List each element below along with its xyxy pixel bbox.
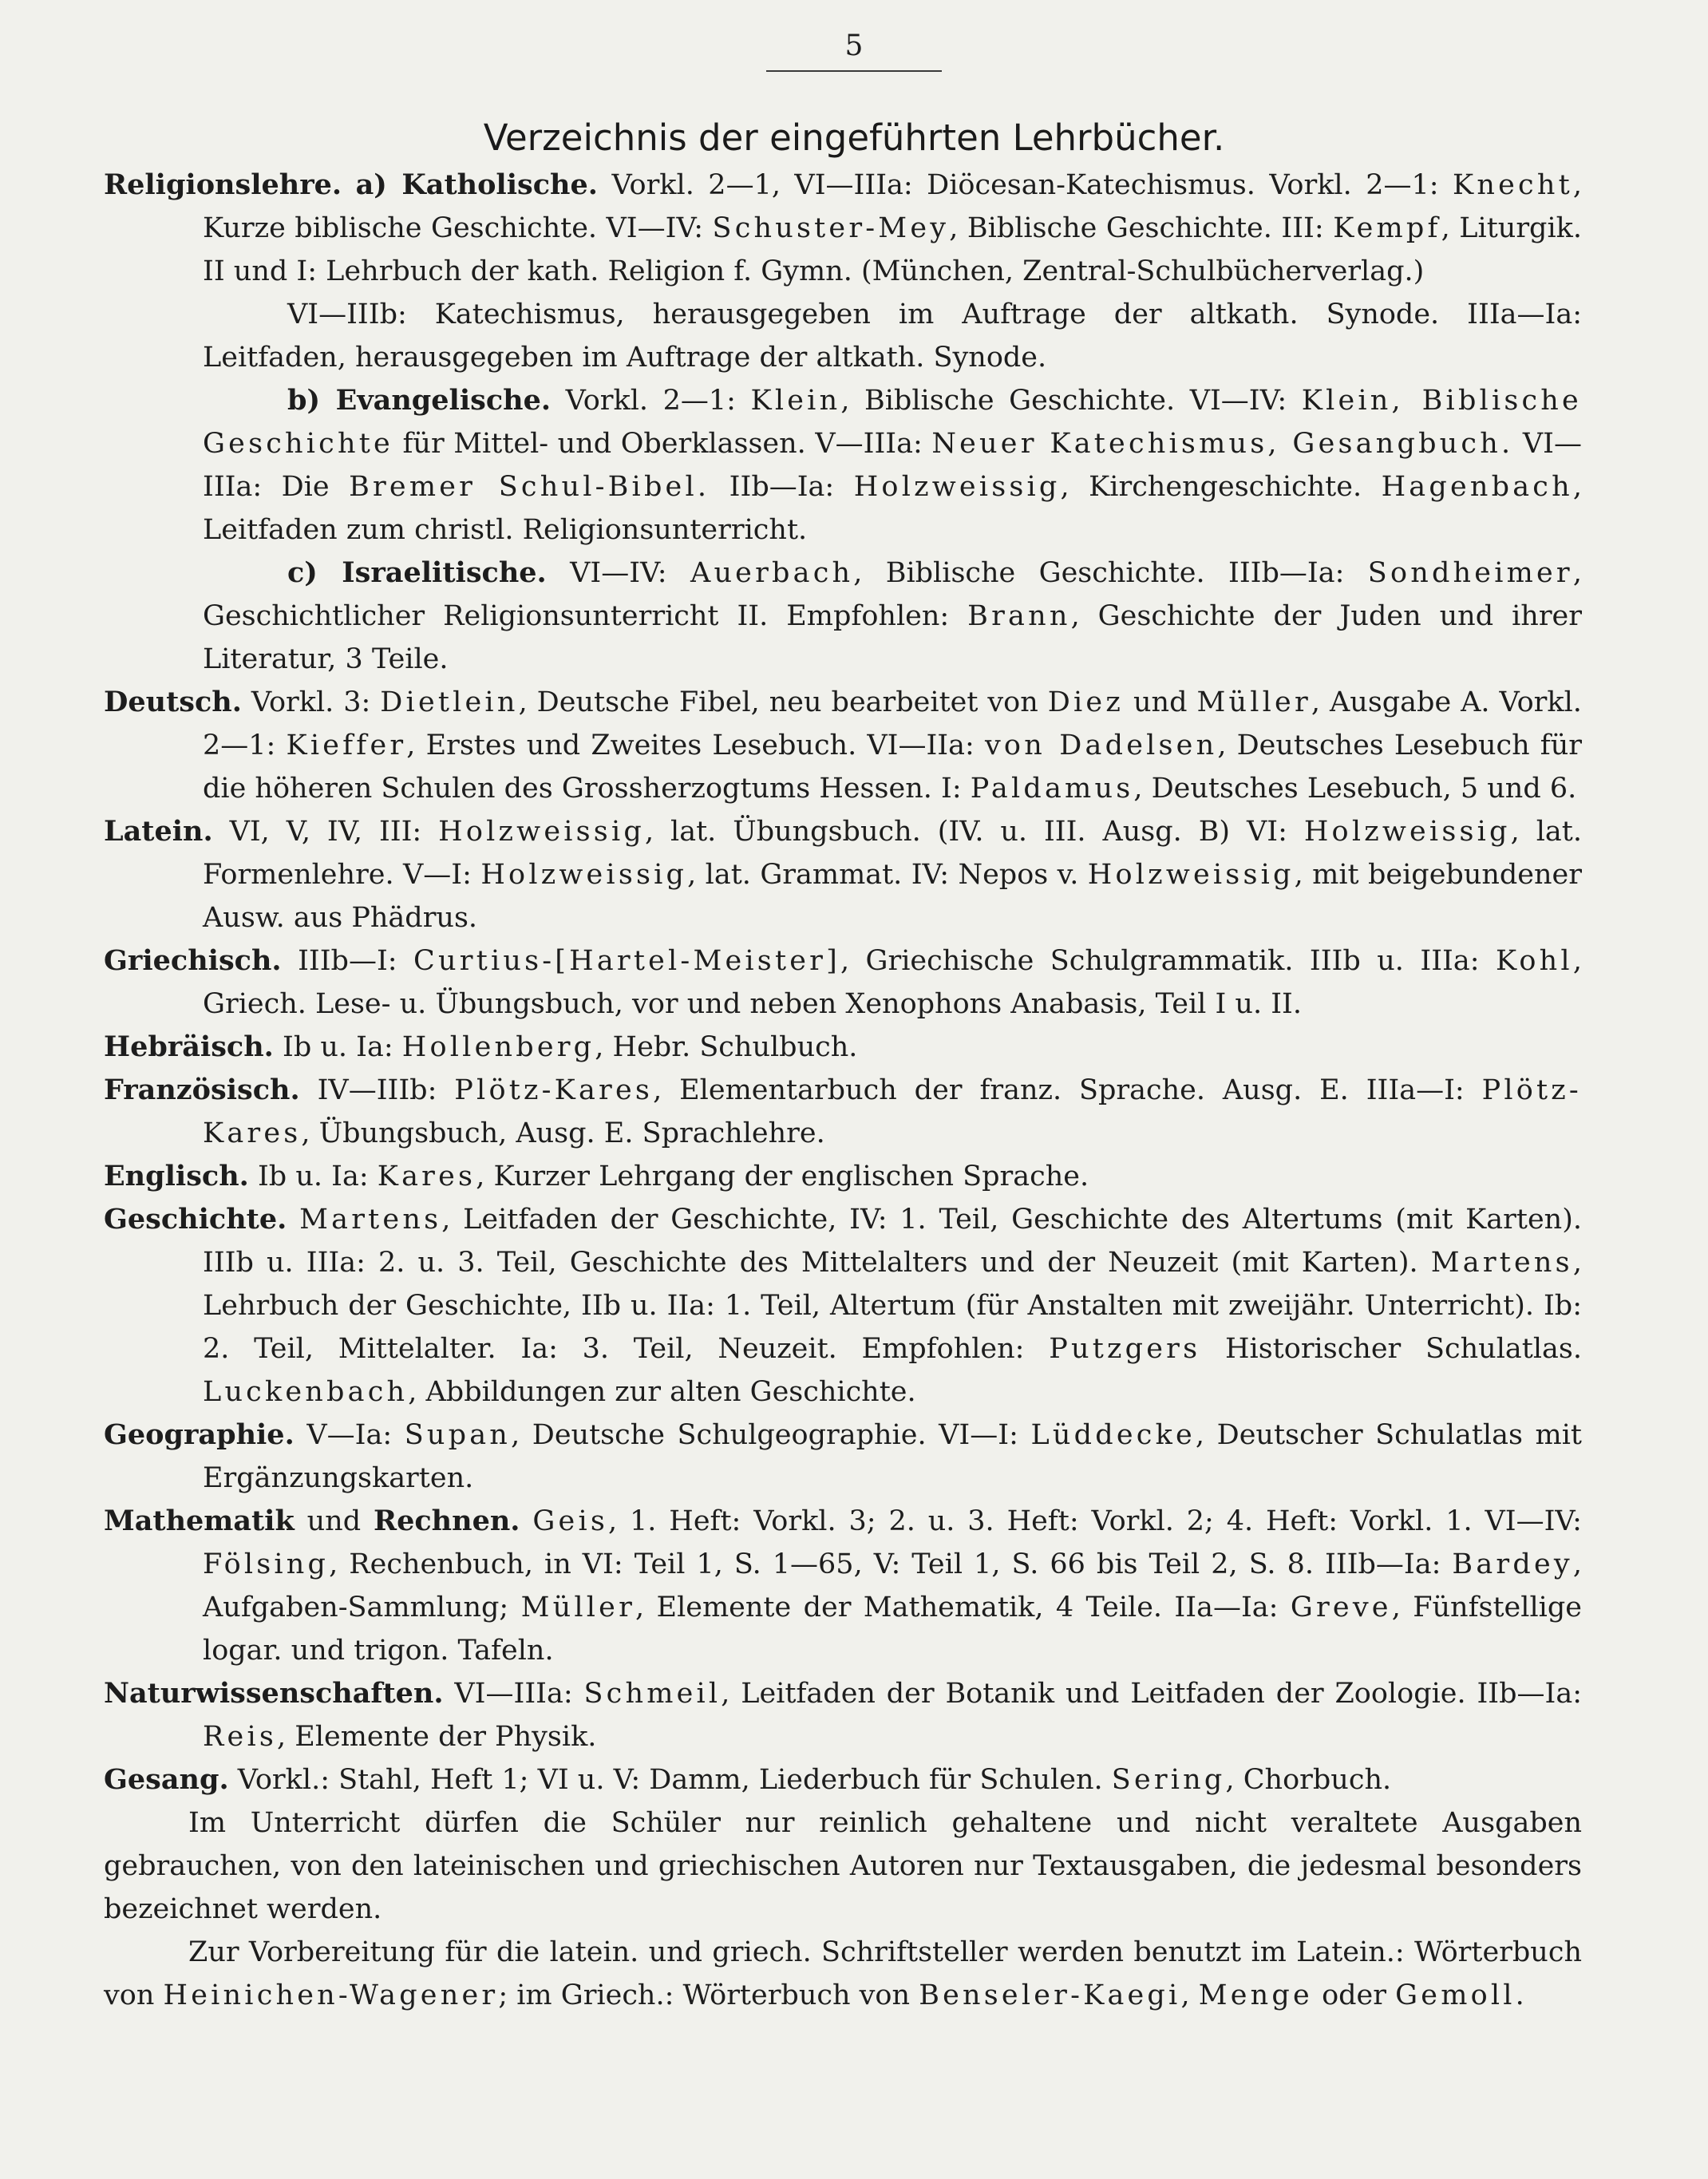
author-holzweissig: Holzweissig bbox=[480, 859, 688, 891]
page-title: Verzeichnis der eingeführten Lehrbücher. bbox=[483, 117, 1225, 159]
entry-franzoesisch bbox=[104, 1069, 1582, 1155]
author-brann: Brann bbox=[967, 600, 1071, 632]
text: , Deutsches Lesebuch für die höheren Schulen des Grossherzogtums Hessen. I: bbox=[203, 730, 1583, 805]
text: , Deutscher Schulatlas mit Ergänzungskarten. bbox=[203, 1419, 1582, 1494]
author-kieffer: Kieffer bbox=[286, 730, 407, 761]
textbook-list bbox=[104, 164, 1582, 2017]
text: , bbox=[1180, 1979, 1190, 2011]
label-evangelisch: b) Evangelische. bbox=[287, 384, 552, 417]
text: , lat. Grammat. IV: Nepos v. bbox=[687, 859, 1079, 891]
entry-geographie bbox=[104, 1414, 1582, 1500]
author-geis: Geis bbox=[532, 1505, 609, 1537]
text: , Geschichte der Juden und ihrer Literatur, 3 Teile. bbox=[203, 600, 1582, 675]
subject-deutsch: Deutsch. bbox=[104, 686, 242, 718]
author-martens: Martens bbox=[1430, 1247, 1573, 1279]
text: , Biblische Geschichte. IIIb—Ia: bbox=[853, 557, 1345, 589]
subject-religion: Religionslehre. bbox=[104, 168, 342, 201]
text: IIIb—I: bbox=[298, 945, 397, 977]
author-lueddecke: Lüddecke bbox=[1030, 1419, 1196, 1451]
text: , Leitfaden der Geschichte, IV: 1. Teil, Geschichte des Altertums (mit Karten). IIIb u. IIIa: 2. u. 3. Teil, Geschichte des Mittelalters und der Neuzeit (mit Karten). bbox=[203, 1204, 1582, 1279]
text: VI, V, IV, III: bbox=[229, 816, 422, 848]
title-neuer-katechismus: Neuer Katechismus, Gesangbuch. bbox=[931, 428, 1514, 460]
text: oder bbox=[1322, 1979, 1386, 2011]
text: VI—IIIa: Die bbox=[203, 428, 1582, 503]
author-mueller: Müller bbox=[1196, 686, 1311, 718]
entry-religion-israelitisch bbox=[104, 552, 1582, 681]
text: VI—IV: bbox=[570, 557, 667, 589]
text: , Kurze biblische Geschichte. VI—IV: bbox=[203, 169, 1582, 244]
label-israelitisch: c) Israelitische. bbox=[287, 556, 547, 589]
author-klein: Klein bbox=[750, 385, 841, 417]
author-bardey: Bardey bbox=[1452, 1548, 1573, 1580]
entry-mathematik bbox=[104, 1500, 1582, 1672]
author-holzweissig: Holzweissig bbox=[438, 816, 645, 848]
text: , 1. Heft: Vorkl. 3; 2. u. 3. Heft: Vorkl. 2; 4. Heft: Vorkl. 1. VI—IV: bbox=[608, 1505, 1582, 1537]
note-ausgaben: Im Unterricht dürfen die Schüler nur reinlich gehaltene und nicht veraltete Ausgaben gebrauchen, von den lateinischen und griechischen Autoren nur Textausgaben, die jedesmal besonders bezeichnet werden. bbox=[104, 1807, 1582, 1925]
author-diez: Diez bbox=[1047, 686, 1124, 718]
author-ploetz-kares: Plötz-Kares bbox=[454, 1074, 654, 1106]
entry-latein bbox=[104, 810, 1582, 939]
text: , Ausgabe A. Vorkl. 2—1: bbox=[203, 686, 1582, 761]
text: , Leitfaden zum christl. Religionsunterricht. bbox=[203, 471, 1582, 546]
author-kempf: Kempf bbox=[1333, 212, 1441, 244]
subject-geschichte: Geschichte. bbox=[104, 1203, 287, 1236]
author-supan: Supan bbox=[404, 1419, 512, 1451]
author-holzweissig: Holzweissig bbox=[1303, 816, 1511, 848]
text: , Chorbuch. bbox=[1225, 1764, 1392, 1796]
text: , Kirchengeschichte. bbox=[1060, 471, 1362, 503]
text: für Mittel- und Oberklassen. V—IIIa: bbox=[402, 428, 923, 460]
text: und bbox=[306, 1505, 362, 1537]
author-sering: Sering bbox=[1111, 1764, 1226, 1796]
author-hollenberg: Hollenberg bbox=[401, 1031, 595, 1063]
page-number: 5 bbox=[766, 22, 942, 72]
author-reis: Reis bbox=[203, 1721, 278, 1753]
author-curtius: Curtius-[Hartel-Meister] bbox=[413, 945, 840, 977]
text: , Elemente der Physik. bbox=[277, 1721, 597, 1753]
subject-geographie: Geographie. bbox=[104, 1418, 295, 1451]
author-foelsing: Fölsing bbox=[203, 1548, 330, 1580]
entry-hebraeisch bbox=[104, 1026, 1582, 1069]
entry-gesang bbox=[104, 1758, 1582, 1801]
text: , Fünfstellige logar. und trigon. Tafeln. bbox=[203, 1592, 1582, 1667]
author-kares: Kares bbox=[377, 1161, 476, 1192]
text: IIb—Ia: bbox=[729, 471, 835, 503]
author-klein-title: Klein, Biblische Geschichte bbox=[203, 385, 1582, 460]
subject-naturwissenschaften: Naturwissenschaften. bbox=[104, 1677, 444, 1710]
text: Historischer Schulatlas. bbox=[1225, 1333, 1582, 1365]
title-bremer-schulbibel: Bremer Schul-Bibel. bbox=[349, 471, 710, 503]
entry-religion-evangelisch bbox=[104, 379, 1582, 552]
text: , Deutsche Schulgeographie. VI—I: bbox=[511, 1419, 1018, 1451]
text: , Abbildungen zur alten Geschichte. bbox=[408, 1376, 916, 1408]
author-ploetz-kares: Plötz-Kares bbox=[203, 1074, 1582, 1149]
author-greve: Greve bbox=[1290, 1592, 1392, 1623]
text: , Lehrbuch der Geschichte, IIb u. IIa: 1. Teil, Altertum (für Anstalten mit zweijähr. Unterricht). Ib: 2. Teil, Mittelalter. Ia: 3. Teil, Neuzeit. Empfohlen: bbox=[203, 1247, 1582, 1365]
text: Vorkl. 3: bbox=[251, 686, 371, 718]
author-schmeil: Schmeil bbox=[583, 1678, 722, 1710]
author-martens: Martens bbox=[299, 1204, 442, 1236]
subject-mathematik: Mathematik bbox=[104, 1505, 295, 1537]
text: , Leitfaden der Botanik und Leitfaden der Zoologie. IIb—Ia: bbox=[721, 1678, 1582, 1710]
entry-religion bbox=[104, 164, 1582, 293]
entry-naturwissenschaften bbox=[104, 1672, 1582, 1758]
subject-hebraeisch: Hebräisch. bbox=[104, 1030, 274, 1063]
author-mueller: Müller bbox=[520, 1592, 636, 1623]
text: . bbox=[1515, 1979, 1524, 2011]
subject-latein: Latein. bbox=[104, 815, 213, 848]
text: , Liturgik. II und I: Lehrbuch der kath. Religion f. Gymn. (München, Zentral-Schulbücherverlag.) bbox=[203, 212, 1582, 287]
author-luckenbach: Luckenbach bbox=[203, 1376, 409, 1408]
text: V—Ia: bbox=[306, 1419, 393, 1451]
text: , Griech. Lese- u. Übungsbuch, vor und neben Xenophons Anabasis, Teil I u. II. bbox=[203, 945, 1582, 1020]
author-auerbach: Auerbach bbox=[690, 557, 854, 589]
text: , Griechische Schulgrammatik. IIIb u. IIIa: bbox=[840, 945, 1480, 977]
text: Vorkl. 2—1: bbox=[565, 385, 736, 417]
text: , Hebr. Schulbuch. bbox=[595, 1031, 858, 1063]
text: , Biblische Geschichte. VI—IV: bbox=[840, 385, 1287, 417]
author-kohl: Kohl bbox=[1496, 945, 1573, 977]
author-schuster-mey: Schuster-Mey bbox=[712, 212, 950, 244]
text: Vorkl. 2—1, VI—IIIa: Diöcesan-Katechismus. Vorkl. 2—1: bbox=[611, 169, 1439, 201]
text: , Aufgaben-Sammlung; bbox=[203, 1548, 1582, 1623]
author-sondheimer: Sondheimer bbox=[1367, 557, 1573, 589]
text: , Elemente der Mathematik, 4 Teile. IIa—Ia: bbox=[635, 1592, 1279, 1623]
subject-griechisch: Griechisch. bbox=[104, 944, 282, 977]
text: , Elementarbuch der franz. Sprache. Ausg. E. IIIa—I: bbox=[653, 1074, 1465, 1106]
subject-englisch: Englisch. bbox=[104, 1160, 249, 1192]
subject-franzoesisch: Französisch. bbox=[104, 1074, 300, 1106]
author-gemoll: Gemoll bbox=[1395, 1979, 1516, 2011]
entry-englisch bbox=[104, 1155, 1582, 1198]
author-dietlein: Dietlein bbox=[380, 686, 519, 718]
text: , Übungsbuch, Ausg. E. Sprachlehre. bbox=[301, 1117, 825, 1149]
text: , lat. Formenlehre. V—I: bbox=[203, 816, 1582, 891]
author-dadelsen: von Dadelsen bbox=[984, 730, 1218, 761]
text: , Deutsche Fibel, neu bearbeitet von bbox=[518, 686, 1038, 718]
author-knecht: Knecht bbox=[1453, 169, 1573, 201]
subject-rechnen: Rechnen. bbox=[374, 1505, 520, 1537]
text: VI—IIIa: bbox=[454, 1678, 573, 1710]
text: Zur Vorbereitung für die latein. und griech. Schriftsteller werden benutzt im Latein.: Wörterbuch von bbox=[104, 1936, 1582, 2011]
text: , lat. Übungsbuch. (IV. u. III. Ausg. B) VI: bbox=[644, 816, 1287, 848]
author-holzweissig: Holzweissig bbox=[1087, 859, 1295, 891]
text: , mit beigebundener Ausw. aus Phädrus. bbox=[203, 859, 1583, 934]
text: , Geschichtlicher Religionsunterricht II. Empfohlen: bbox=[203, 557, 1582, 632]
text: ; im Griech.: Wörterbuch von bbox=[498, 1979, 911, 2011]
author-heinichen-wagener: Heinichen-Wagener bbox=[163, 1979, 499, 2011]
author-paldamus: Paldamus bbox=[970, 773, 1134, 805]
text: und bbox=[1133, 686, 1188, 718]
entry-griechisch bbox=[104, 939, 1582, 1026]
text: Ib u. Ia: bbox=[257, 1161, 369, 1192]
author-benseler-kaegi: Benseler-Kaegi bbox=[919, 1979, 1181, 2011]
text: IV—IIIb: bbox=[317, 1074, 437, 1106]
author-hagenbach: Hagenbach bbox=[1381, 471, 1573, 503]
text: Vorkl.: Stahl, Heft 1; VI u. V: Damm, Liederbuch für Schulen. bbox=[237, 1764, 1103, 1796]
entry-deutsch bbox=[104, 681, 1582, 810]
text: , Erstes und Zweites Lesebuch. VI—IIa: bbox=[406, 730, 975, 761]
text: Ib u. Ia: bbox=[283, 1031, 393, 1063]
text: , Kurzer Lehrgang der englischen Sprache. bbox=[476, 1161, 1089, 1192]
author-putzgers: Putzgers bbox=[1049, 1333, 1201, 1365]
author-holzweissig: Holzweissig bbox=[853, 471, 1061, 503]
subject-gesang: Gesang. bbox=[104, 1763, 229, 1796]
label-katholisch: a) Katholische. bbox=[355, 168, 598, 201]
text: , Deutsches Lesebuch, 5 und 6. bbox=[1133, 773, 1577, 805]
text: , Rechenbuch, in VI: Teil 1, S. 1—65, V: Teil 1, S. 66 bis Teil 2, S. 8. IIIb—Ia: bbox=[329, 1548, 1441, 1580]
text: , Biblische Geschichte. III: bbox=[949, 212, 1324, 244]
note-woerterbuecher bbox=[104, 1931, 1582, 2017]
entry-geschichte bbox=[104, 1198, 1582, 1414]
author-menge: Menge bbox=[1198, 1979, 1313, 2011]
entry-religion-altkath: VI—IIIb: Katechismus, herausgegeben im Auftrage der altkath. Synode. IIIa—Ia: Leitfaden, herausgegeben im Auftrage der altkath. Synode. bbox=[203, 299, 1582, 374]
